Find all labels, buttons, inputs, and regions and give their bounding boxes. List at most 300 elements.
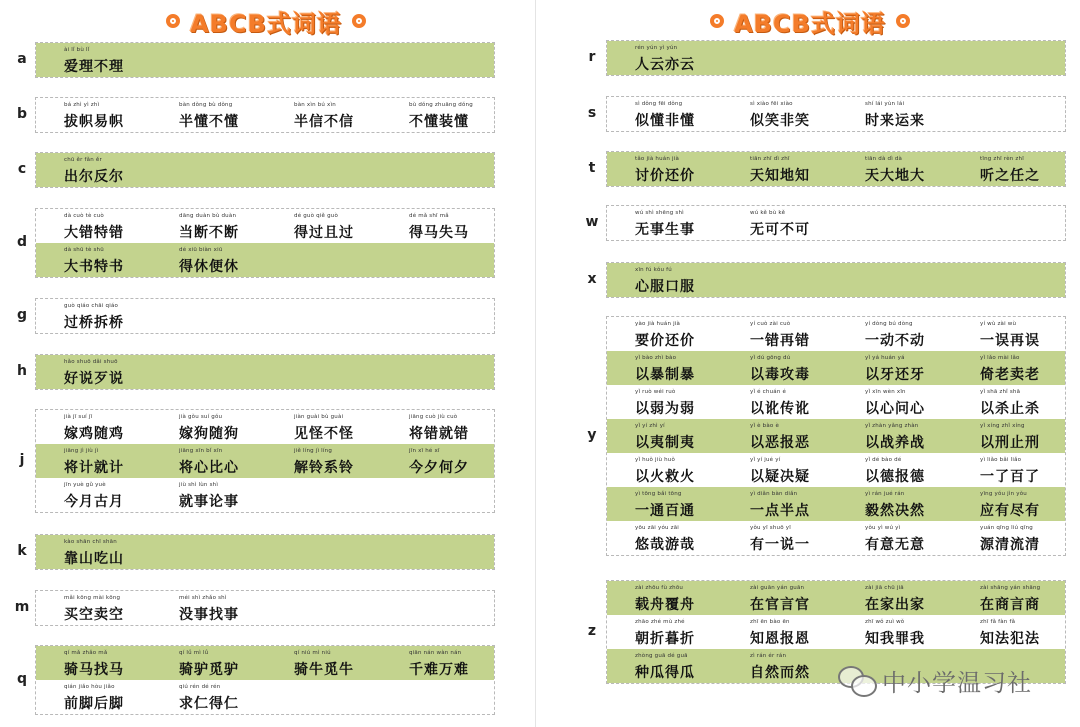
idiom-word: 一动不动 <box>865 333 925 349</box>
pinyin: zhòng guā dé guā <box>635 653 688 659</box>
word-item <box>722 317 837 351</box>
word-item <box>722 615 837 649</box>
pinyin: yǐ xíng zhǐ xíng <box>980 423 1025 429</box>
pinyin: yǐ bào zhì bào <box>635 355 677 361</box>
word-item <box>722 97 837 131</box>
word-item <box>36 43 151 77</box>
pinyin: yì tōng bǎi tōng <box>635 491 682 497</box>
idiom-word: 一了百了 <box>980 469 1040 485</box>
word-item <box>952 487 1067 521</box>
pinyin: dà shū tè shū <box>64 247 104 253</box>
idiom-word: 以牙还牙 <box>865 367 925 383</box>
right-column <box>540 0 1080 727</box>
idiom-word: 有一说一 <box>750 537 810 553</box>
idiom-word: 今夕何夕 <box>409 460 469 476</box>
pinyin: yǒu yī shuō yī <box>750 525 791 531</box>
pinyin: yǐ dé bào dé <box>865 457 902 463</box>
word-item <box>837 385 952 419</box>
pinyin: yí wù zài wù <box>980 321 1017 327</box>
word-row <box>607 385 1065 419</box>
section-letter: g <box>16 307 28 323</box>
word-item <box>952 385 1067 419</box>
section-box <box>606 262 1066 298</box>
idiom-word: 以恶报恶 <box>750 435 810 451</box>
word-row <box>36 209 494 243</box>
word-item <box>151 98 266 132</box>
section-letter: m <box>14 599 30 615</box>
pinyin: jiāng xīn bǐ xīn <box>179 448 223 454</box>
pinyin: xīn fú kǒu fú <box>635 267 672 273</box>
section-letter: c <box>17 161 27 177</box>
word-item <box>36 410 151 444</box>
idiom-word: 应有尽有 <box>980 503 1040 519</box>
word-item <box>36 535 151 569</box>
pinyin: bàn dǒng bù dǒng <box>179 102 233 108</box>
pinyin: jià jī suí jī <box>64 414 93 420</box>
word-item <box>837 453 952 487</box>
word-item <box>722 581 837 615</box>
pinyin: tīng zhī rèn zhī <box>980 156 1024 162</box>
idiom-word: 以杀止杀 <box>980 401 1040 417</box>
pinyin: qián jiǎo hòu jiǎo <box>64 684 115 690</box>
word-row <box>36 478 494 512</box>
idiom-word: 以战养战 <box>865 435 925 451</box>
pinyin: yào jià huán jià <box>635 321 681 327</box>
idiom-word: 知恩报恩 <box>750 631 810 647</box>
pinyin: yí cuò zài cuò <box>750 321 791 327</box>
pinyin: dé xiū biàn xiū <box>179 247 223 253</box>
word-row <box>36 243 494 277</box>
idiom-word: 以疑决疑 <box>750 469 810 485</box>
section-letter: a <box>17 51 27 67</box>
pinyin: yì liǎo bǎi liǎo <box>980 457 1022 463</box>
section-box <box>35 208 495 278</box>
word-item <box>151 444 266 478</box>
idiom-word: 心服口服 <box>635 279 695 295</box>
idiom-word: 以火救火 <box>635 469 695 485</box>
circle-icon <box>166 14 180 28</box>
pinyin: bàn xìn bú xìn <box>294 102 336 108</box>
idiom-word: 自然而然 <box>750 665 810 681</box>
word-item <box>952 615 1067 649</box>
idiom-word: 倚老卖老 <box>980 367 1040 383</box>
word-item <box>381 444 496 478</box>
idiom-word: 就事论事 <box>179 494 239 510</box>
idiom-word: 一点半点 <box>750 503 810 519</box>
word-item <box>381 209 496 243</box>
pinyin: yǐ ruò wéi ruò <box>635 389 676 395</box>
pinyin: qí mǎ zhǎo mǎ <box>64 650 108 656</box>
section-box <box>35 645 495 715</box>
pinyin: yǐ yí jué yí <box>750 457 781 463</box>
pinyin: zài jiā chū jiā <box>865 585 904 591</box>
word-row <box>607 615 1065 649</box>
section-box <box>606 316 1066 556</box>
word-item <box>607 263 722 297</box>
page-divider <box>535 0 536 727</box>
word-item <box>36 299 151 333</box>
idiom-word: 得休便休 <box>179 259 239 275</box>
idiom-word: 知我罪我 <box>865 631 925 647</box>
section-letter: d <box>16 234 28 250</box>
pinyin: kào shān chī shān <box>64 539 117 545</box>
pinyin: yí dòng bú dòng <box>865 321 913 327</box>
section-letter: y <box>587 427 597 443</box>
word-row <box>607 152 1065 186</box>
word-item <box>607 581 722 615</box>
pinyin: chū ěr fǎn ěr <box>64 157 102 163</box>
section-letter: q <box>16 671 28 687</box>
pinyin: dé guò qiě guò <box>294 213 339 219</box>
pinyin: qiān nán wàn nán <box>409 650 462 656</box>
left-title <box>0 4 532 38</box>
pinyin: bù dǒng zhuāng dǒng <box>409 102 473 108</box>
word-item <box>837 581 952 615</box>
word-item <box>952 419 1067 453</box>
section-box <box>35 590 495 626</box>
word-item <box>607 206 722 240</box>
section-letter: z <box>587 623 597 639</box>
idiom-word: 无事生事 <box>635 222 695 238</box>
word-item <box>722 152 837 186</box>
section-letter: x <box>587 271 597 287</box>
pinyin: yì diǎn bàn diǎn <box>750 491 798 497</box>
idiom-word: 时来运来 <box>865 113 925 129</box>
idiom-word: 在家出家 <box>865 597 925 613</box>
idiom-word: 嫁狗随狗 <box>179 426 239 442</box>
pinyin: zài guān yán guān <box>750 585 805 591</box>
word-item <box>837 351 952 385</box>
idiom-word: 以讹传讹 <box>750 401 810 417</box>
word-row <box>607 206 1065 240</box>
idiom-word: 大错特错 <box>64 225 124 241</box>
section-letter: w <box>585 214 599 230</box>
idiom-word: 将心比心 <box>179 460 239 476</box>
pinyin: qiú rén dé rén <box>179 684 221 690</box>
pinyin: yǐ è bào è <box>750 423 780 429</box>
word-item <box>722 521 837 555</box>
idiom-word: 骑驴觅驴 <box>179 662 239 678</box>
section-box <box>35 534 495 570</box>
word-item <box>151 410 266 444</box>
idiom-word: 以德报德 <box>865 469 925 485</box>
pinyin: dà cuò tè cuò <box>64 213 104 219</box>
pinyin: zhī ēn bào ēn <box>750 619 790 625</box>
idiom-word: 人云亦云 <box>635 57 695 73</box>
pinyin: yǐ xīn wèn xīn <box>865 389 906 395</box>
word-row <box>36 680 494 714</box>
word-item <box>381 410 496 444</box>
idiom-word: 以弱为弱 <box>635 401 695 417</box>
idiom-word: 天大地大 <box>865 168 925 184</box>
idiom-word: 嫁鸡随鸡 <box>64 426 124 442</box>
idiom-word: 靠山吃山 <box>64 551 124 567</box>
section-letter: s <box>587 105 597 121</box>
pinyin: dé mǎ shī mǎ <box>409 213 449 219</box>
pinyin: qí niú mì niú <box>294 650 331 656</box>
idiom-word: 千难万难 <box>409 662 469 678</box>
word-item <box>266 98 381 132</box>
word-row <box>36 410 494 444</box>
idiom-word: 无可不可 <box>750 222 810 238</box>
word-item <box>952 317 1067 351</box>
word-item <box>36 355 151 389</box>
word-row <box>36 299 494 333</box>
word-row <box>36 591 494 625</box>
idiom-word: 大书特书 <box>64 259 124 275</box>
pinyin: jiù shì lùn shì <box>179 482 219 488</box>
idiom-word: 以心问心 <box>865 401 925 417</box>
idiom-word: 在商言商 <box>980 597 1040 613</box>
pinyin: dāng duàn bù duàn <box>179 213 237 219</box>
pinyin: zài zhōu fù zhōu <box>635 585 684 591</box>
word-item <box>266 646 381 680</box>
left-column <box>0 0 532 727</box>
word-item <box>36 646 151 680</box>
pinyin: zì rán ér rán <box>750 653 787 659</box>
pinyin: yīng yǒu jìn yǒu <box>980 491 1027 497</box>
idiom-word: 骑牛觅牛 <box>294 662 354 678</box>
section-box <box>35 42 495 78</box>
word-row <box>36 646 494 680</box>
word-item <box>151 591 266 625</box>
word-item <box>837 487 952 521</box>
word-row <box>607 351 1065 385</box>
section-letter: t <box>588 160 596 176</box>
idiom-word: 拔帜易帜 <box>64 114 124 130</box>
section-box <box>606 205 1066 241</box>
pinyin: jiě líng jì líng <box>294 448 333 454</box>
pinyin: mǎi kōng mài kōng <box>64 595 121 601</box>
word-item <box>381 98 496 132</box>
word-item <box>837 615 952 649</box>
idiom-word: 过桥拆桥 <box>64 315 124 331</box>
word-item <box>607 453 722 487</box>
section-box <box>35 409 495 513</box>
word-row <box>607 453 1065 487</box>
word-item <box>722 351 837 385</box>
word-item <box>36 243 151 277</box>
word-row <box>607 317 1065 351</box>
idiom-word: 悠哉游哉 <box>635 537 695 553</box>
word-item <box>151 478 266 512</box>
section-box <box>35 97 495 133</box>
pinyin: yǐ lǎo mài lǎo <box>980 355 1020 361</box>
right-title <box>540 4 1080 38</box>
pinyin: zài shāng yán shāng <box>980 585 1041 591</box>
idiom-word: 以暴制暴 <box>635 367 695 383</box>
idiom-word: 将错就错 <box>409 426 469 442</box>
idiom-word: 源清流清 <box>980 537 1040 553</box>
pinyin: yǒu yì wú yì <box>865 525 901 531</box>
word-item <box>36 209 151 243</box>
watermark-text: 中小学温习社 <box>882 668 1032 697</box>
word-item <box>952 521 1067 555</box>
idiom-word: 得马失马 <box>409 225 469 241</box>
word-item <box>607 487 722 521</box>
pinyin: zhī wǒ zuì wǒ <box>865 619 905 625</box>
section-letter: r <box>588 49 596 65</box>
left-title-text: ABCB式词语 <box>190 9 342 38</box>
idiom-word: 解铃系铃 <box>294 460 354 476</box>
word-item <box>607 152 722 186</box>
pinyin: jiàn guài bù guài <box>294 414 344 420</box>
word-item <box>36 591 151 625</box>
pinyin: yǐ dú gōng dú <box>750 355 791 361</box>
word-row <box>607 487 1065 521</box>
idiom-word: 天知地知 <box>750 168 810 184</box>
pinyin: sì dǒng fēi dǒng <box>635 101 683 107</box>
word-item <box>36 680 151 714</box>
idiom-word: 出尔反尔 <box>64 169 124 185</box>
word-item <box>36 153 151 187</box>
pinyin: bá zhì yì zhì <box>64 102 100 108</box>
section-letter: j <box>19 452 25 468</box>
watermark <box>838 660 1032 700</box>
word-row <box>36 98 494 132</box>
word-row <box>36 43 494 77</box>
wechat-icon <box>838 664 876 696</box>
idiom-word: 爱理不理 <box>64 59 124 75</box>
word-item <box>722 649 837 683</box>
word-item <box>722 453 837 487</box>
word-item <box>607 615 722 649</box>
pinyin: yǐ zhàn yǎng zhàn <box>865 423 919 429</box>
idiom-word: 要价还价 <box>635 333 695 349</box>
idiom-word: 朝折暮折 <box>635 631 695 647</box>
idiom-word: 似懂非懂 <box>635 113 695 129</box>
word-item <box>722 385 837 419</box>
idiom-word: 半信不信 <box>294 114 354 130</box>
pinyin: qí lǘ mì lǘ <box>179 650 209 656</box>
word-item <box>952 453 1067 487</box>
word-row <box>607 581 1065 615</box>
section-letter: k <box>17 543 27 559</box>
pinyin: ài lǐ bù lǐ <box>64 47 90 53</box>
word-item <box>36 478 151 512</box>
idiom-word: 听之任之 <box>980 168 1040 184</box>
idiom-word: 半懂不懂 <box>179 114 239 130</box>
word-row <box>36 444 494 478</box>
word-item <box>151 243 266 277</box>
word-item <box>151 680 266 714</box>
idiom-word: 今月古月 <box>64 494 124 510</box>
pinyin: zhī fǎ fàn fǎ <box>980 619 1016 625</box>
word-item <box>722 487 837 521</box>
pinyin: rén yún yì yún <box>635 45 678 51</box>
circle-icon <box>896 14 910 28</box>
pinyin: hǎo shuō dǎi shuō <box>64 359 118 365</box>
section-box <box>606 151 1066 187</box>
word-item <box>36 98 151 132</box>
word-item <box>607 521 722 555</box>
word-item <box>266 444 381 478</box>
circle-icon <box>352 14 366 28</box>
pinyin: zhāo zhé mù zhé <box>635 619 685 625</box>
word-item <box>607 385 722 419</box>
idiom-word: 求仁得仁 <box>179 696 239 712</box>
section-box <box>606 40 1066 76</box>
circle-icon <box>710 14 724 28</box>
idiom-word: 似笑非笑 <box>750 113 810 129</box>
pinyin: shí lái yùn lái <box>865 101 905 107</box>
word-item <box>837 152 952 186</box>
word-item <box>607 41 722 75</box>
word-item <box>837 419 952 453</box>
pinyin: jiāng cuò jiù cuò <box>409 414 458 420</box>
idiom-word: 有意无意 <box>865 537 925 553</box>
word-row <box>607 97 1065 131</box>
idiom-word: 一错再错 <box>750 333 810 349</box>
word-item <box>151 209 266 243</box>
idiom-word: 将计就计 <box>64 460 124 476</box>
pinyin: jiāng jì jiù jì <box>64 448 99 454</box>
idiom-word: 毅然决然 <box>865 503 925 519</box>
idiom-word: 一通百通 <box>635 503 695 519</box>
idiom-word: 以刑止刑 <box>980 435 1040 451</box>
word-item <box>952 152 1067 186</box>
idiom-word: 种瓜得瓜 <box>635 665 695 681</box>
pinyin: sì xiào fēi xiào <box>750 101 793 107</box>
word-row <box>36 153 494 187</box>
word-row <box>607 419 1065 453</box>
word-row <box>607 521 1065 555</box>
section-letter: b <box>16 106 28 122</box>
pinyin: méi shì zhǎo shì <box>179 595 227 601</box>
pinyin: yǐ yá huán yá <box>865 355 905 361</box>
word-row <box>607 263 1065 297</box>
word-item <box>722 419 837 453</box>
word-item <box>266 410 381 444</box>
word-item <box>722 206 837 240</box>
idiom-word: 以毒攻毒 <box>750 367 810 383</box>
word-row <box>36 355 494 389</box>
word-item <box>381 646 496 680</box>
idiom-word: 不懂装懂 <box>409 114 469 130</box>
idiom-word: 没事找事 <box>179 607 239 623</box>
idiom-word: 前脚后脚 <box>64 696 124 712</box>
idiom-word: 好说歹说 <box>64 371 124 387</box>
word-item <box>607 419 722 453</box>
section-box <box>606 96 1066 132</box>
word-item <box>266 209 381 243</box>
pinyin: yuán qīng liú qīng <box>980 525 1033 531</box>
word-item <box>837 97 952 131</box>
pinyin: yǐ é chuán é <box>750 389 787 395</box>
pinyin: yǐ yí zhì yí <box>635 423 665 429</box>
pinyin: tǎo jià huán jià <box>635 156 680 162</box>
word-item <box>837 521 952 555</box>
section-box <box>35 354 495 390</box>
pinyin: wú kě bù kě <box>750 210 786 216</box>
pinyin: yì rán jué rán <box>865 491 905 497</box>
pinyin: jīn xī hé xī <box>409 448 440 454</box>
word-row <box>36 535 494 569</box>
idiom-word: 当断不断 <box>179 225 239 241</box>
word-item <box>837 317 952 351</box>
idiom-word: 在官言官 <box>750 597 810 613</box>
idiom-word: 买空卖空 <box>64 607 124 623</box>
word-row <box>607 41 1065 75</box>
pinyin: yǐ shā zhǐ shā <box>980 389 1021 395</box>
pinyin: jīn yuè gǔ yuè <box>64 482 106 488</box>
pinyin: jià gǒu suí gǒu <box>179 414 223 420</box>
word-item <box>151 646 266 680</box>
pinyin: tiān dà dì dà <box>865 156 903 162</box>
word-item <box>607 97 722 131</box>
idiom-word: 知法犯法 <box>980 631 1040 647</box>
idiom-word: 讨价还价 <box>635 168 695 184</box>
